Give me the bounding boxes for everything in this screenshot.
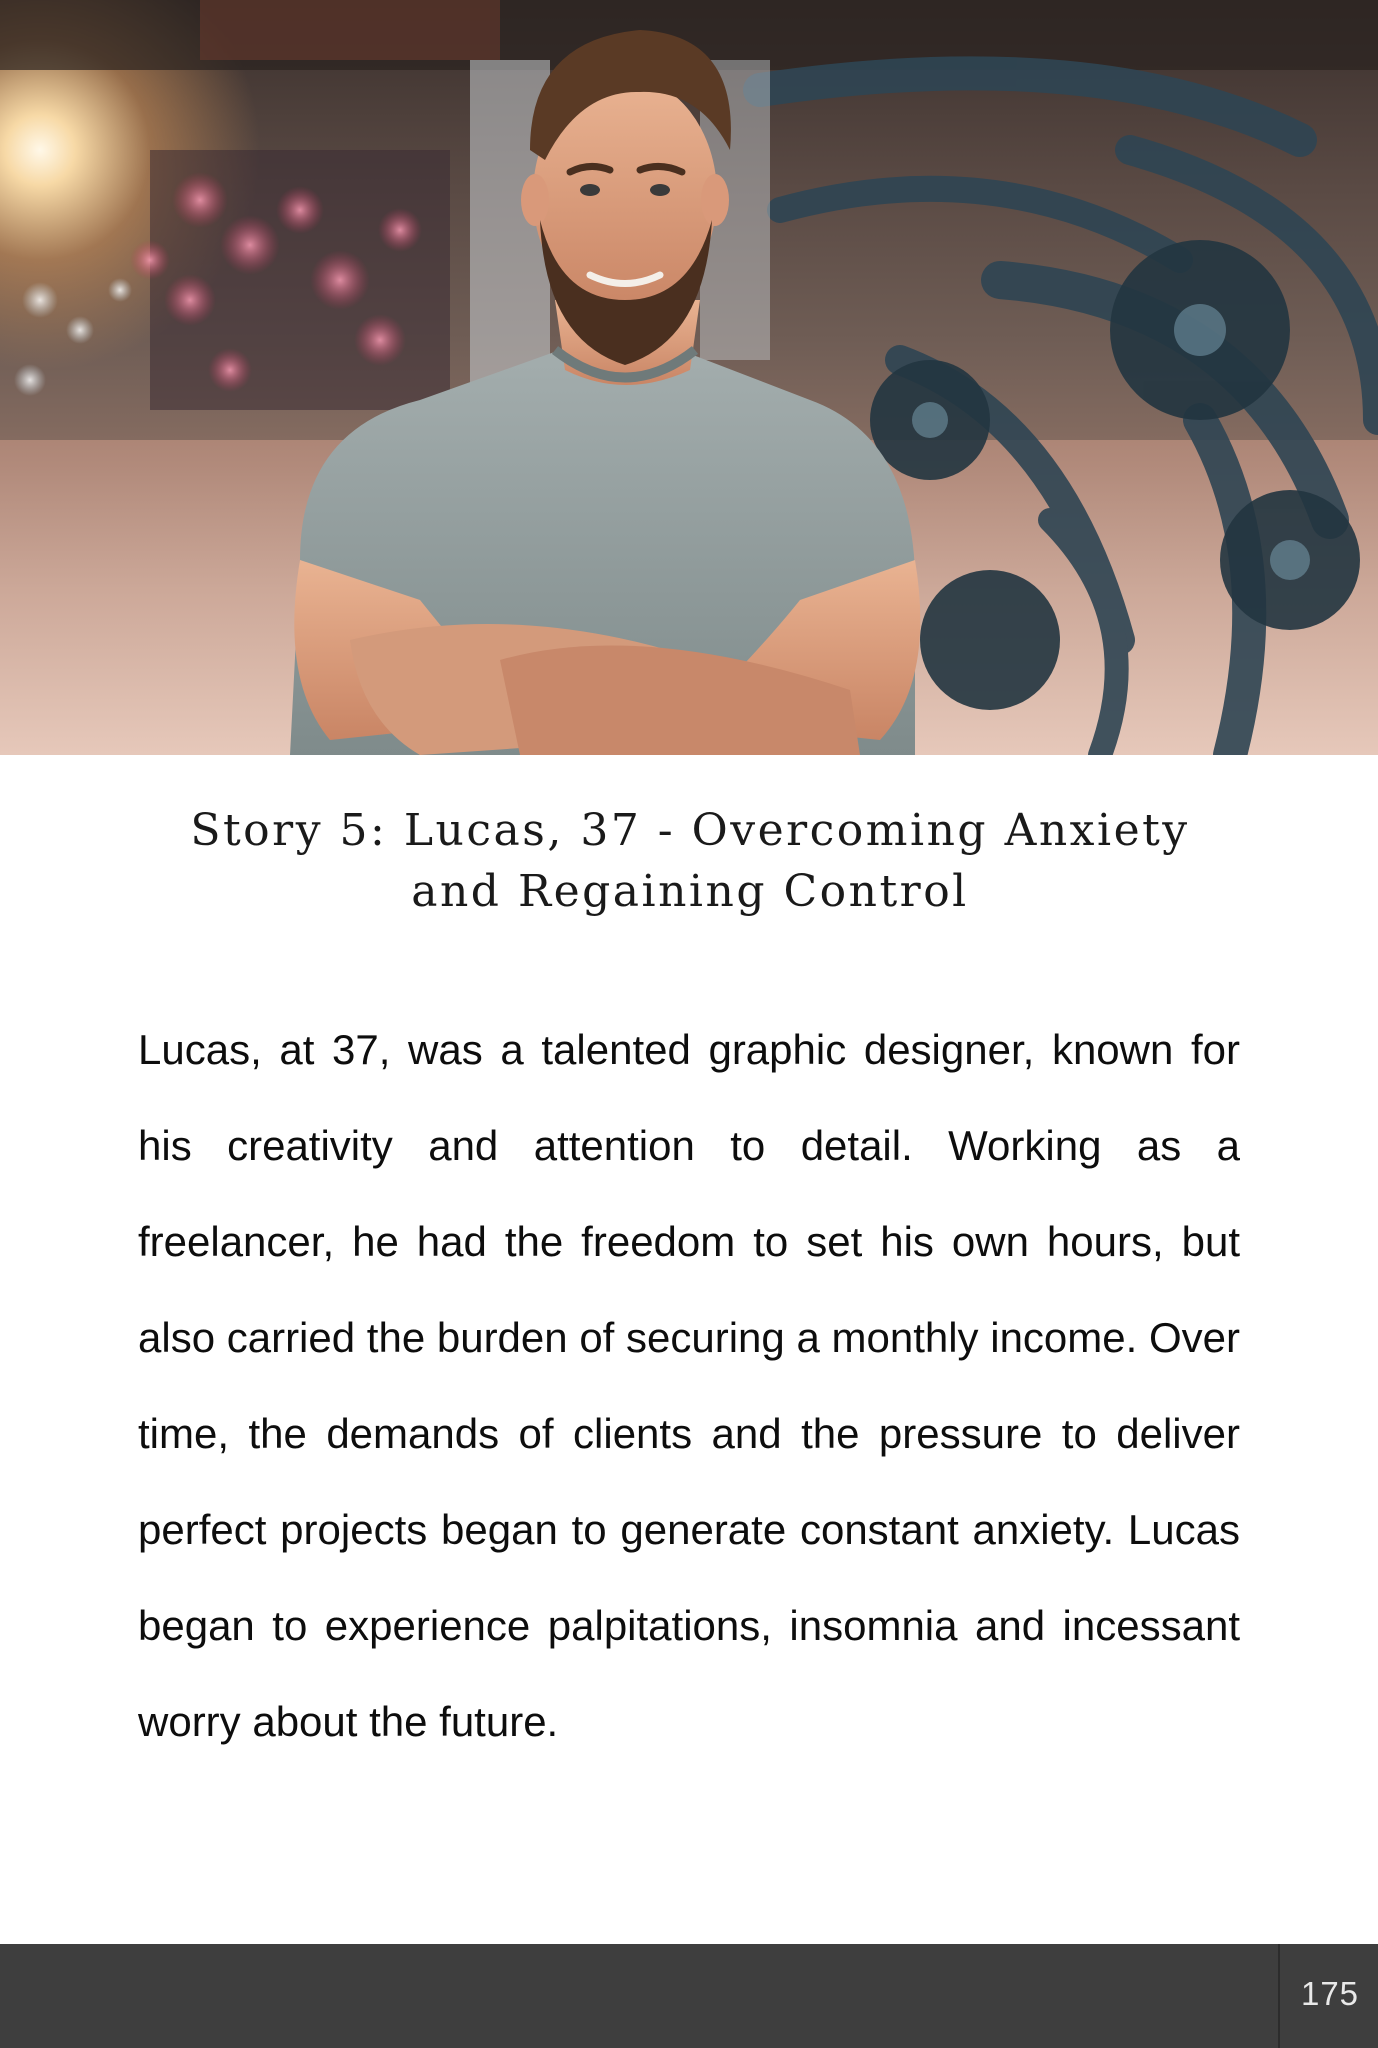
hero-photo xyxy=(0,0,1378,755)
story-title-line-2: and Regaining Control xyxy=(411,866,969,917)
hero-photo-illustration xyxy=(0,0,1378,755)
story-title xyxy=(140,800,1240,922)
footer-divider xyxy=(1278,1944,1280,2048)
story-paragraph: Lucas, at 37, was a talented graphic designer, known for his creativity and attention to detail. Working as a freelancer, he had the freedom to set his own hours, but also carried the burden of securing a monthly income. Over time, the demands of clients and the pressure to deliver perfect projects began to generate constant anxiety. Lucas began to experience palpitations, insomnia and incessant worry about the future. xyxy=(138,1026,1240,1745)
footer-bar xyxy=(0,1944,1378,2048)
page-number: 175 xyxy=(1300,1975,1360,2012)
story-title-line-1: Story 5: Lucas, 37 - Overcoming Anxiety xyxy=(190,805,1190,856)
